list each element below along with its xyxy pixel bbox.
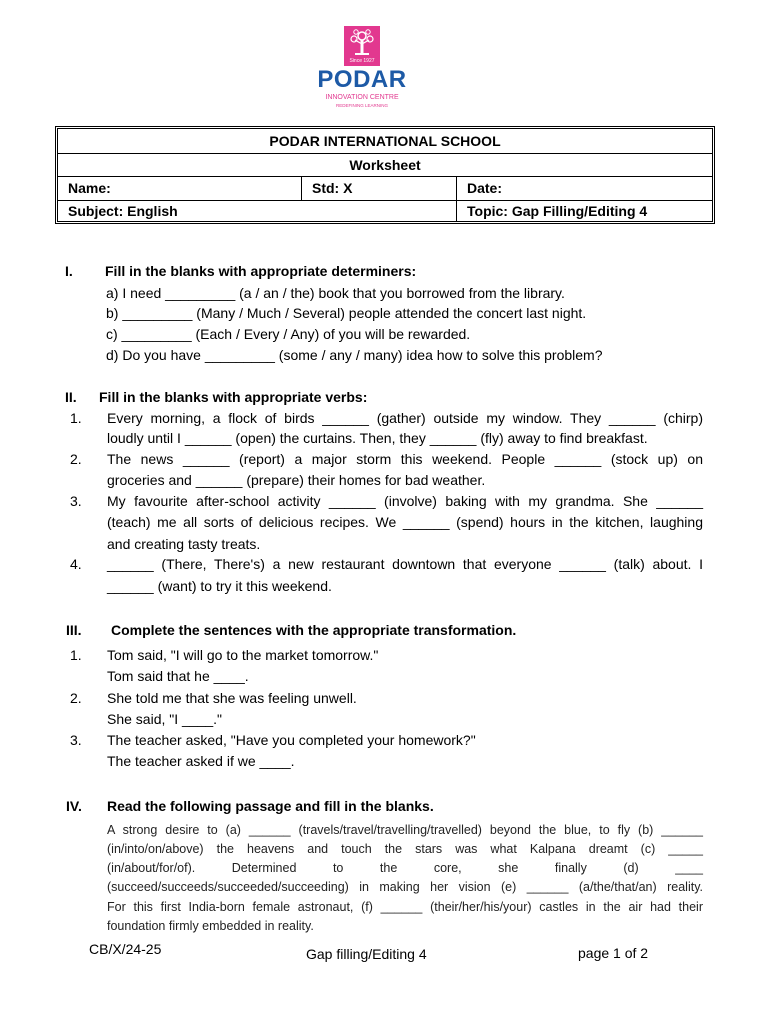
name-label: Name: [68,180,111,196]
passage-line: For this first India-born female astronaut, (f) ______ (their/her/his/your) castles in the air had their [107,900,703,914]
section-1-item: c) _________ (Each / Every / Any) of you will be rewarded. [106,326,471,342]
footer-page-number: page 1 of 2 [578,945,649,961]
school-name-row [58,129,712,154]
section-2-item-line: groceries and ______ (prepare) their homes for bad weather. [107,472,486,488]
passage-line: (succeed/succeeds/succeeded/succeeding) in making her vision (e) ______ (a/the/that/an) reality. [107,880,703,894]
section-1-item: a) I need _________ (a / an / the) book that you borrowed from the library. [106,285,565,301]
section-1-number: I. [65,263,73,279]
section-3-item-line: The teacher asked if we ____. [107,753,295,769]
section-2-title: Fill in the blanks with appropriate verbs: [99,389,368,405]
passage-line: (in/into/on/above) the heavens and touch the stars was what Kalpana dreamt (c) _____ [107,842,703,856]
section-4-title: Read the following passage and fill in the blanks. [107,798,434,814]
doc-type-row [58,153,712,177]
section-1-item: d) Do you have _________ (some / any / many) idea how to solve this problem? [106,347,603,363]
section-2-item-line: ______ (want) to try it this weekend. [107,578,332,594]
section-1-title: Fill in the blanks with appropriate determiners: [105,263,417,279]
header-table [55,126,715,224]
logo-name: PODAR [317,66,407,93]
passage-line: A strong desire to (a) ______ (travels/travel/travelling/travelled) beyond the blue, to fly (b) ______ [107,823,703,837]
passage-line: (in/about/for/of). Determined to the core, she finally (d) ____ [107,861,703,875]
subject-label: Subject: English [68,203,178,219]
section-2-item-line: My favourite after-school activity ______ (involve) baking with my grandma. She ______ [107,493,703,509]
section-3-number: III. [66,622,82,638]
section-2-item-line: Every morning, a flock of birds ______ (gather) outside my window. They ______ (chirp) [107,410,703,426]
section-1-item: b) _________ (Many / Much / Several) people attended the concert last night. [106,305,587,321]
section-2-item-number: 4. [70,556,82,572]
section-2-item-number: 3. [70,493,82,509]
subject-row [58,200,712,222]
name-row [58,176,712,201]
section-2-number: II. [65,389,77,405]
section-3-item-line: Tom said that he ____. [107,668,249,684]
section-2-item-line: loudly until I ______ (open) the curtains. Then, they ______ (fly) away to find breakfast. [107,430,648,446]
topic-label: Topic: Gap Filling/Editing 4 [456,200,712,222]
section-3-item-line: Tom said, "I will go to the market tomorrow." [107,647,379,663]
section-3-item-line: The teacher asked, "Have you completed your homework?" [107,732,476,748]
passage-line: foundation firmly embedded in reality. [107,919,314,933]
school-name: PODAR INTERNATIONAL SCHOOL [269,133,501,149]
section-3-item-line: She told me that she was feeling unwell. [107,690,357,706]
footer-code: CB/X/24-25 [89,941,162,957]
section-3-item-number: 3. [70,732,82,748]
logo-since: Since 1927 [349,58,375,64]
logo-tagline: REDEFINING LEARNING [335,103,388,108]
section-3-title: Complete the sentences with the appropriate transformation. [111,622,517,638]
logo-subtitle: INNOVATION CENTRE [325,94,399,101]
std-label: Std: X [301,176,456,200]
section-2-item-number: 1. [70,410,82,426]
section-3-item-number: 1. [70,647,82,663]
section-4-number: IV. [66,798,82,814]
date-label: Date: [456,176,712,200]
section-2-item-line: and creating tasty treats. [107,536,261,552]
section-2-item-line: ______ (There, There's) a new restaurant downtown that everyone ______ (talk) about. I [107,556,703,572]
footer-title: Gap filling/Editing 4 [306,946,427,962]
doc-type: Worksheet [349,156,421,173]
section-2-item-line: (teach) me all sorts of delicious recipes. We ______ (spend) hours in the kitchen, laughing [107,514,703,530]
school-logo [312,26,412,110]
section-2-item-line: The news ______ (report) a major storm this weekend. People ______ (stock up) on [107,451,703,467]
section-3-item-line: She said, "I ____." [107,711,223,727]
section-2-item-number: 2. [70,451,82,467]
section-3-item-number: 2. [70,690,82,706]
